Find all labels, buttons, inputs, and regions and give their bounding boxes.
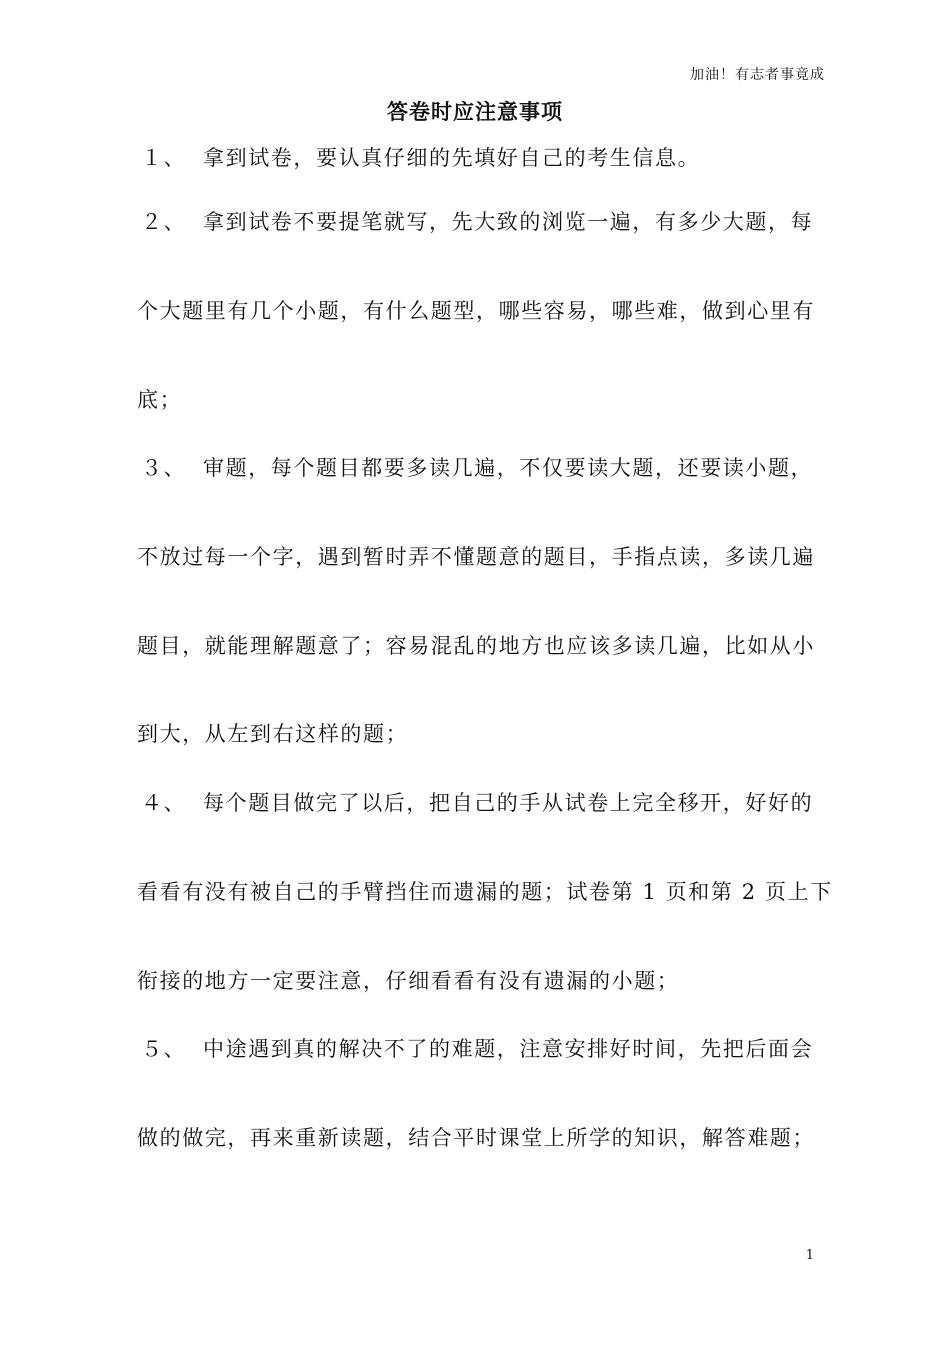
item-5-line-1 (137, 1034, 827, 1064)
item-number: ３、 (141, 456, 187, 480)
page-title: 答卷时应注意事项 (387, 99, 563, 124)
item-number: ２、 (141, 210, 187, 234)
item-2-line-2: 个大题里有几个小题，有什么题型，哪些容易，哪些难，做到心里有 (137, 299, 815, 323)
item-number: ５、 (141, 1037, 187, 1061)
item-2-line-3: 底； (137, 388, 183, 412)
item-text: 拿到试卷不要提笔就写，先大致的浏览一遍，有多少大题，每 (203, 210, 814, 234)
item-3-line-4: 到大，从左到右这样的题； (137, 722, 409, 746)
item-3-line-1 (137, 453, 827, 483)
page-number: 1 (805, 1248, 814, 1263)
item-4-line-2: 看看有没有被自己的手臂挡住而遗漏的题；试卷第 1 页和第 2 页上下 (137, 880, 833, 904)
item-4-line-1 (137, 788, 827, 818)
header-note: 加油！有志者事竟成 (690, 67, 825, 83)
item-text: 每个题目做完了以后，把自己的手从试卷上完全移开，好好的 (203, 791, 814, 815)
item-text: 审题，每个题目都要多读几遍，不仅要读大题，还要读小题， (203, 456, 814, 480)
item-3-line-2: 不放过每一个字，遇到暂时弄不懂题意的题目，手指点读，多读几遍 (137, 545, 815, 569)
item-1-line-1 (137, 143, 827, 173)
item-3-line-3: 题目，就能理解题意了；容易混乱的地方也应该多读几遍，比如从小 (137, 634, 815, 658)
item-number: １、 (141, 146, 187, 170)
item-text: 中途遇到真的解决不了的难题，注意安排好时间，先把后面会 (203, 1037, 814, 1061)
item-2-line-1 (137, 207, 827, 237)
item-4-line-3: 衔接的地方一定要注意，仔细看看有没有遗漏的小题； (137, 969, 680, 993)
item-5-line-2: 做的做完，再来重新读题，结合平时课堂上所学的知识，解答难题； (137, 1126, 815, 1150)
item-number: ４、 (141, 791, 187, 815)
item-text: 拿到试卷，要认真仔细的先填好自己的考生信息。 (203, 146, 701, 170)
